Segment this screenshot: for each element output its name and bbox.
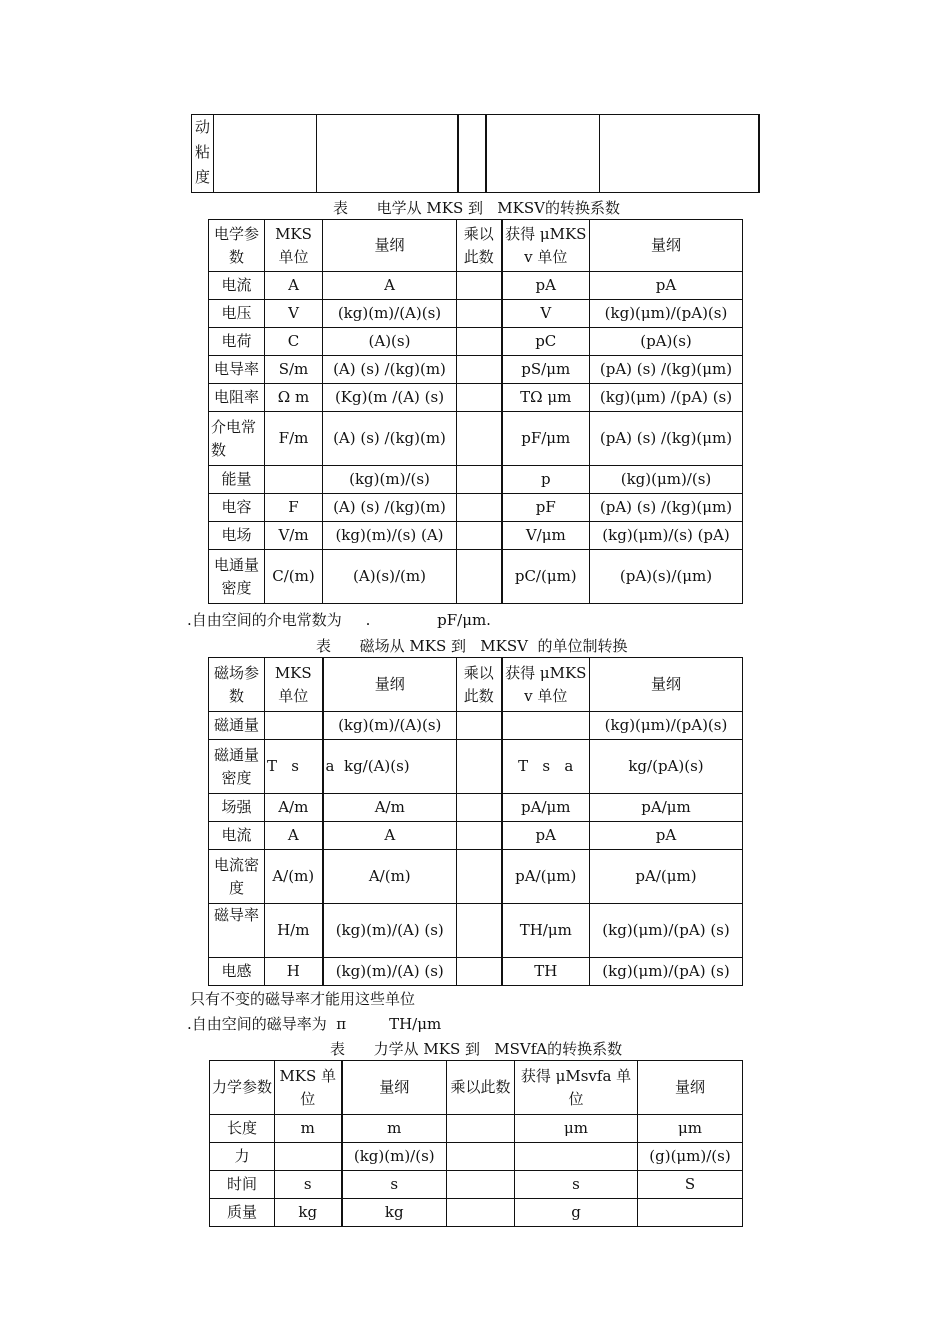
table-cell: T s a	[502, 740, 590, 794]
table-cell: pC	[502, 328, 590, 356]
table-cell	[457, 384, 502, 412]
electrical-conversion-table	[208, 219, 743, 604]
header-cell: MKS 单位	[265, 220, 323, 272]
table-row	[209, 384, 743, 412]
header-cell: MKS 单位	[275, 1061, 342, 1115]
fragment-cell	[458, 115, 486, 193]
table-cell: (kg)(μm)/(pA) (s)	[590, 958, 743, 986]
table-cell	[265, 712, 323, 740]
table-cell: 电荷	[209, 328, 265, 356]
table-cell: 长度	[210, 1115, 275, 1143]
table-cell: S/m	[265, 356, 323, 384]
table-cell: V/μm	[502, 522, 590, 550]
table-cell: C	[265, 328, 323, 356]
table-cell: (kg)(μm)/(pA) (s)	[590, 904, 743, 958]
table-row	[209, 328, 743, 356]
table-cell: (pA)(s)/(μm)	[590, 550, 743, 604]
table-row	[209, 356, 743, 384]
table-cell	[457, 272, 502, 300]
table-row	[209, 712, 743, 740]
table-row	[209, 494, 743, 522]
table-cell: 电流密度	[209, 850, 265, 904]
table-cell: s	[342, 1171, 447, 1199]
table-cell: μm	[515, 1115, 638, 1143]
table-cell: V	[265, 300, 323, 328]
mechanical-conversion-table	[209, 1060, 743, 1227]
table-row	[209, 850, 743, 904]
table-row	[209, 466, 743, 494]
table-cell: pF	[502, 494, 590, 522]
table-cell: pC/(μm)	[502, 550, 590, 604]
header-cell: 量纲	[590, 220, 743, 272]
table-cell	[447, 1171, 515, 1199]
table-cell: A/(m)	[323, 850, 457, 904]
table-header-row	[209, 220, 743, 272]
table-row	[209, 522, 743, 550]
table-cell: m	[342, 1115, 447, 1143]
header-cell: 磁场参数	[209, 658, 265, 712]
table-cell: (pA) (s) /(kg)(μm)	[590, 494, 743, 522]
header-cell: 获得 μMKSv 单位	[502, 220, 590, 272]
table-cell	[457, 466, 502, 494]
table-row	[210, 1171, 743, 1199]
header-cell: 乘以此数	[457, 658, 502, 712]
table-row	[209, 412, 743, 466]
table-cell: (A)(s)	[323, 328, 457, 356]
permittivity-note: .自由空间的介电常数为 . pF/μm.	[187, 611, 491, 629]
table-row	[209, 300, 743, 328]
table-cell: pS/μm	[502, 356, 590, 384]
table-cell	[457, 300, 502, 328]
table-row	[210, 1115, 743, 1143]
table-cell: kg	[342, 1199, 447, 1227]
table-cell: A/m	[265, 794, 323, 822]
table-cell: 电流	[209, 822, 265, 850]
fragment-char-2: 粘	[195, 143, 211, 161]
table-cell: A/m	[323, 794, 457, 822]
header-cell: 量纲	[638, 1061, 743, 1115]
top-fragment-table	[191, 114, 760, 193]
table-row	[210, 1199, 743, 1227]
table-cell: 力	[210, 1143, 275, 1171]
table-cell: m	[275, 1115, 342, 1143]
table-cell	[638, 1199, 743, 1227]
table-cell: TΩ μm	[502, 384, 590, 412]
table-cell: (kg)(m)/(A)(s)	[323, 712, 457, 740]
table-cell: C/(m)	[265, 550, 323, 604]
table-cell: S	[638, 1171, 743, 1199]
table-cell: (kg)(μm)/(s)	[590, 466, 743, 494]
table-cell	[457, 328, 502, 356]
permeability-constant-note: 只有不变的磁导率才能用这些单位	[190, 990, 416, 1008]
header-cell: 量纲	[323, 658, 457, 712]
table-cell	[447, 1143, 515, 1171]
fragment-cell	[214, 115, 317, 193]
table-cell: (kg)(m)/(s)	[323, 466, 457, 494]
table-cell: pA	[502, 272, 590, 300]
table-cell	[457, 904, 502, 958]
table-cell	[457, 740, 502, 794]
table-cell	[457, 356, 502, 384]
table-cell: A	[323, 822, 457, 850]
header-cell: 获得 μMsvfa 单位	[515, 1061, 638, 1115]
table-cell: H	[265, 958, 323, 986]
table-cell: 电阻率	[209, 384, 265, 412]
table-row	[209, 904, 743, 958]
table-cell: (pA)(s)	[590, 328, 743, 356]
table-cell: 磁导率	[209, 904, 265, 958]
table-cell: 磁通量	[209, 712, 265, 740]
table-cell: (A) (s) /(kg)(m)	[323, 494, 457, 522]
table-cell	[457, 794, 502, 822]
table-cell	[447, 1199, 515, 1227]
fragment-cell	[486, 115, 600, 193]
table-cell: pA/(μm)	[502, 850, 590, 904]
table-cell: (kg)(μm)/(s) (pA)	[590, 522, 743, 550]
table-cell: pA	[590, 272, 743, 300]
fragment-cell	[317, 115, 458, 193]
table-cell: (kg)(μm)/(pA)(s)	[590, 300, 743, 328]
table-cell: A	[323, 272, 457, 300]
table-cell	[457, 412, 502, 466]
table-cell: μm	[638, 1115, 743, 1143]
table-cell: A	[265, 822, 323, 850]
table-cell: 场强	[209, 794, 265, 822]
table-cell	[457, 550, 502, 604]
header-cell: 量纲	[323, 220, 457, 272]
table-cell: (Kg)(m /(A) (s)	[323, 384, 457, 412]
table-cell: 能量	[209, 466, 265, 494]
header-cell: 乘以此数	[447, 1061, 515, 1115]
table2-caption: 表 磁场从 MKS 到 MKSV 的单位制转换	[316, 637, 628, 655]
table-header-row	[210, 1061, 743, 1115]
header-cell: 乘以此数	[457, 220, 502, 272]
table3-caption: 表 力学从 MKS 到 MSVfA的转换系数	[330, 1040, 623, 1058]
table-header-row	[209, 658, 743, 712]
table-cell: 电通量密度	[209, 550, 265, 604]
table-cell: TH/μm	[502, 904, 590, 958]
table-cell	[275, 1143, 342, 1171]
table-cell: 电感	[209, 958, 265, 986]
table-cell: s	[515, 1171, 638, 1199]
table-cell: pA/μm	[590, 794, 743, 822]
table-cell	[265, 466, 323, 494]
table-row	[209, 958, 743, 986]
table-cell	[515, 1143, 638, 1171]
table-cell: (A) (s) /(kg)(m)	[323, 356, 457, 384]
table-cell: pA/(μm)	[590, 850, 743, 904]
header-cell: 量纲	[590, 658, 743, 712]
table-cell: s	[275, 1171, 342, 1199]
table-cell: T s	[265, 740, 323, 794]
table-row	[210, 1143, 743, 1171]
table-cell: 电场	[209, 522, 265, 550]
table-cell: kg/(pA)(s)	[590, 740, 743, 794]
table-cell: (A)(s)/(m)	[323, 550, 457, 604]
table-cell: (kg)(μm)/(pA)(s)	[590, 712, 743, 740]
header-cell: 力学参数	[210, 1061, 275, 1115]
table-cell: 质量	[210, 1199, 275, 1227]
table-cell	[457, 822, 502, 850]
table-cell: A	[265, 272, 323, 300]
table-cell: F/m	[265, 412, 323, 466]
table1-caption: 表 电学从 MKS 到 MKSV的转换系数	[333, 199, 620, 217]
permeability-note: .自由空间的磁导率为 π TH/μm	[187, 1015, 442, 1033]
table-cell: (kg)(m)/(A)(s)	[323, 300, 457, 328]
table-cell: F	[265, 494, 323, 522]
table-cell: Ω m	[265, 384, 323, 412]
table-cell: (pA) (s) /(kg)(μm)	[590, 356, 743, 384]
table-cell: 电导率	[209, 356, 265, 384]
table-cell: pA	[590, 822, 743, 850]
table-cell	[457, 522, 502, 550]
table-cell: (kg)(μm) /(pA) (s)	[590, 384, 743, 412]
table-cell: (kg)(m)/(s) (A)	[323, 522, 457, 550]
table-cell: 电流	[209, 272, 265, 300]
table-cell	[447, 1115, 515, 1143]
table-cell: pA/μm	[502, 794, 590, 822]
table-cell: p	[502, 466, 590, 494]
table-row	[209, 272, 743, 300]
table-cell	[457, 850, 502, 904]
table-row	[209, 550, 743, 604]
table-cell: (g)(μm)/(s)	[638, 1143, 743, 1171]
table-row	[209, 740, 743, 794]
table-cell: pF/μm	[502, 412, 590, 466]
table-cell: (kg)(m)/(A) (s)	[323, 904, 457, 958]
table-cell: H/m	[265, 904, 323, 958]
table-row	[209, 794, 743, 822]
table-cell: 时间	[210, 1171, 275, 1199]
table-cell: V	[502, 300, 590, 328]
table-cell: A/(m)	[265, 850, 323, 904]
header-cell: 获得 μMKSv 单位	[502, 658, 590, 712]
magnetic-conversion-table	[208, 657, 743, 986]
table-cell	[457, 494, 502, 522]
table-cell: 磁通量密度	[209, 740, 265, 794]
table-cell	[457, 958, 502, 986]
header-cell: MKS 单位	[265, 658, 323, 712]
table-cell: kg	[275, 1199, 342, 1227]
fragment-char-3: 度	[195, 168, 211, 186]
fragment-char-1: 动	[195, 118, 211, 136]
table-cell: a kg/(A)(s)	[323, 740, 457, 794]
fragment-label-cell	[192, 115, 214, 193]
table-cell	[457, 712, 502, 740]
table-cell: V/m	[265, 522, 323, 550]
table-cell: TH	[502, 958, 590, 986]
table-cell: 电容	[209, 494, 265, 522]
fragment-cell	[600, 115, 759, 193]
table-cell: (A) (s) /(kg)(m)	[323, 412, 457, 466]
table-cell: 电压	[209, 300, 265, 328]
table-cell: (kg)(m)/(A) (s)	[323, 958, 457, 986]
table-cell: g	[515, 1199, 638, 1227]
table-cell: (pA) (s) /(kg)(μm)	[590, 412, 743, 466]
header-cell: 量纲	[342, 1061, 447, 1115]
table-row	[209, 822, 743, 850]
header-cell: 电学参数	[209, 220, 265, 272]
table-cell: pA	[502, 822, 590, 850]
table-cell: (kg)(m)/(s)	[342, 1143, 447, 1171]
table-cell	[502, 712, 590, 740]
table-cell: 介电常数	[209, 412, 265, 466]
